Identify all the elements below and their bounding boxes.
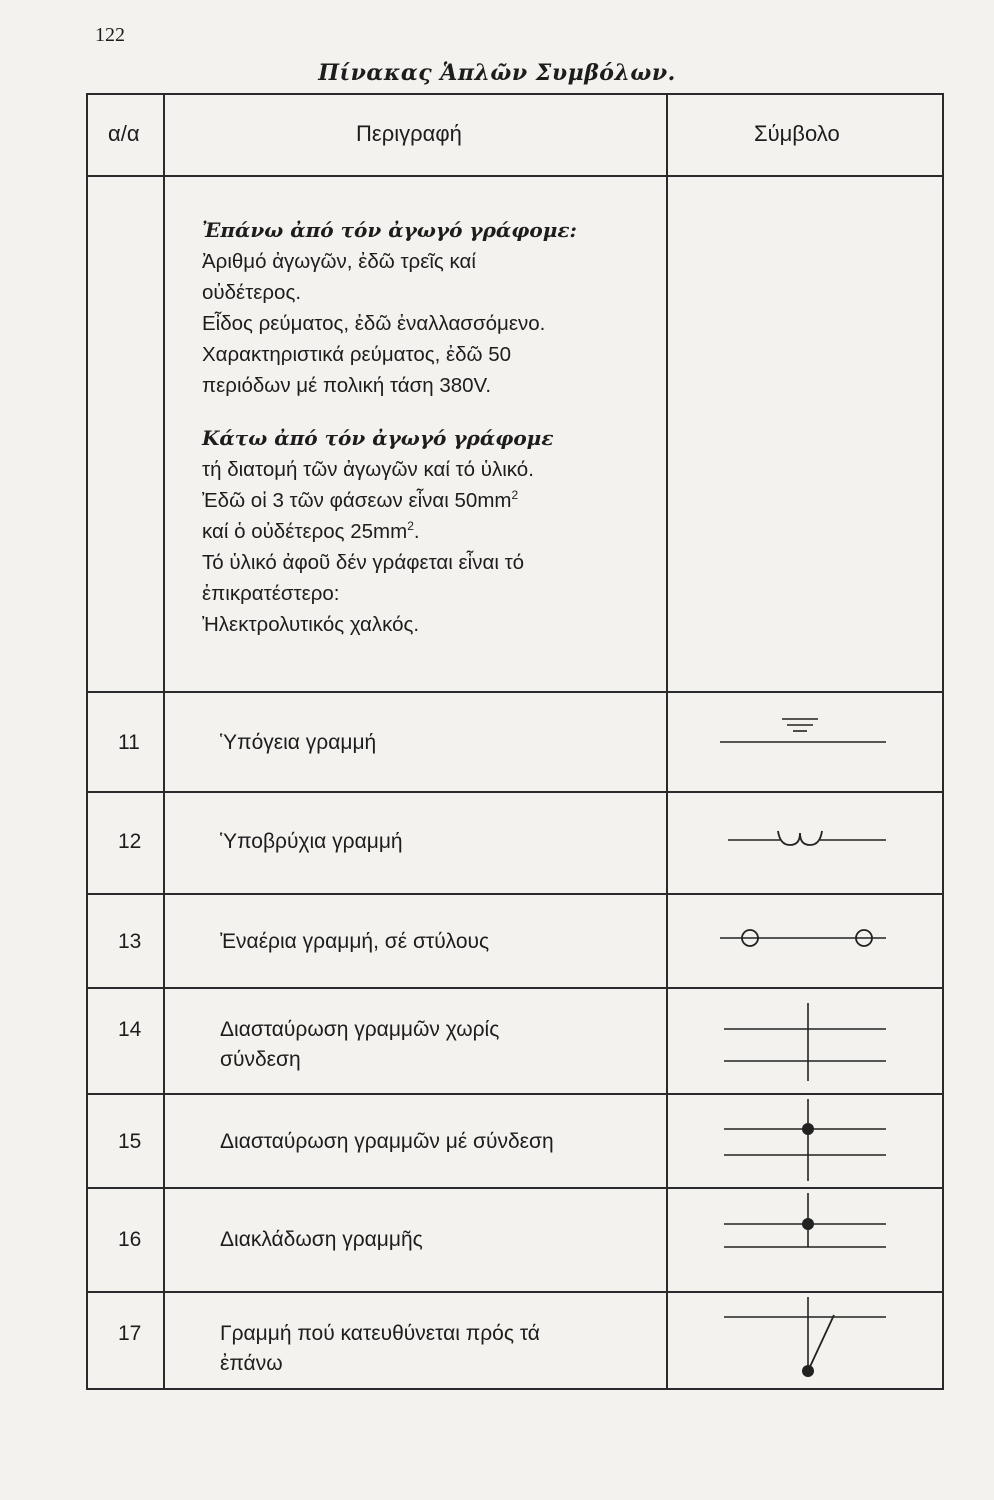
- crossing-with-connection-symbol: [670, 1095, 930, 1189]
- row-description: Ὑποβρύχια γραμμή: [220, 830, 403, 853]
- submarine-line-symbol: [670, 793, 930, 895]
- row-number: 15: [118, 1130, 142, 1153]
- note-line: Τό ὑλικό ἀφοῦ δέν γράφεται εἶναι τό: [202, 551, 525, 574]
- header-no: α/α: [108, 121, 140, 146]
- table-row: [88, 1187, 942, 1291]
- note-heading-above: Ἐπάνω ἀπό τόν ἀγωγό γράφομε:: [202, 218, 577, 242]
- line-going-upward-symbol: [670, 1293, 930, 1390]
- table-row: [88, 1093, 942, 1187]
- table-row: [88, 987, 942, 1093]
- crossing-without-connection-symbol: [670, 989, 930, 1095]
- line-branch-symbol: [670, 1189, 930, 1293]
- note-line: Ἀριθμό ἀγωγῶν, ἐδῶ τρεῖς καί: [202, 250, 476, 273]
- note-line: Χαρακτηριστικά ρεύματος, ἐδῶ 50: [202, 343, 512, 366]
- row-number: 13: [118, 930, 142, 953]
- table-row: [88, 1291, 942, 1388]
- note-line: ἐπικρατέστερο:: [202, 582, 340, 605]
- note-line: καί ὁ οὐδέτερος $25mm^2$.: [202, 519, 420, 543]
- row-number: 11: [118, 731, 140, 754]
- table-row: [88, 893, 942, 987]
- table-header-row: [88, 95, 942, 175]
- header-symbol: Σύμβολο: [754, 121, 840, 146]
- note-line: τή διατομή τῶν ἀγωγῶν καί τό ὑλικό.: [202, 458, 534, 481]
- note-line: Ἐδῶ οἱ 3 τῶν φάσεων εἶναι $50mm^2$: [202, 488, 519, 512]
- row-description: Γραμμή πού κατευθύνεται πρός τά ἐπάνω: [220, 1322, 540, 1375]
- row-description: Ὑπόγεια γραμμή: [220, 731, 377, 754]
- note-line: οὐδέτερος.: [202, 281, 302, 304]
- row-description: Διασταύρωση γραμμῶν χωρίς σύνδεση: [220, 1018, 500, 1071]
- row-number: 16: [118, 1228, 142, 1251]
- note-line: Εἶδος ρεύματος, ἐδῶ ἐναλλασσόμενο.: [202, 312, 546, 335]
- note-text: [202, 215, 662, 640]
- row-description: Διασταύρωση γραμμῶν μέ σύνδεση: [220, 1130, 554, 1153]
- row-number: 17: [118, 1322, 142, 1345]
- underground-line-symbol: [670, 693, 930, 793]
- row-number: 12: [118, 830, 142, 853]
- note-heading-below: Κάτω ἀπό τόν ἀγωγό γράφομε: [202, 426, 554, 450]
- header-description: Περιγραφή: [356, 121, 462, 146]
- overhead-line-on-poles-symbol: [670, 895, 930, 989]
- note-line: Ἠλεκτρολυτικός χαλκός.: [202, 613, 420, 636]
- table-row: [88, 791, 942, 893]
- row-number: 14: [118, 1018, 142, 1041]
- note-row: [88, 175, 942, 691]
- superscript: 2: [407, 519, 414, 534]
- page-number: 122: [95, 24, 125, 46]
- page-title: Πίνακας Ἁπλῶν Συμβόλων.: [318, 60, 676, 86]
- table-row: [88, 691, 942, 791]
- note-line: περιόδων μέ πολική τάση 380V.: [202, 374, 492, 397]
- superscript: 2: [511, 488, 519, 503]
- row-description: Ἐναέρια γραμμή, σέ στύλους: [220, 930, 490, 953]
- row-description: Διακλάδωση γραμμῆς: [220, 1228, 423, 1251]
- symbols-table: [86, 93, 944, 1390]
